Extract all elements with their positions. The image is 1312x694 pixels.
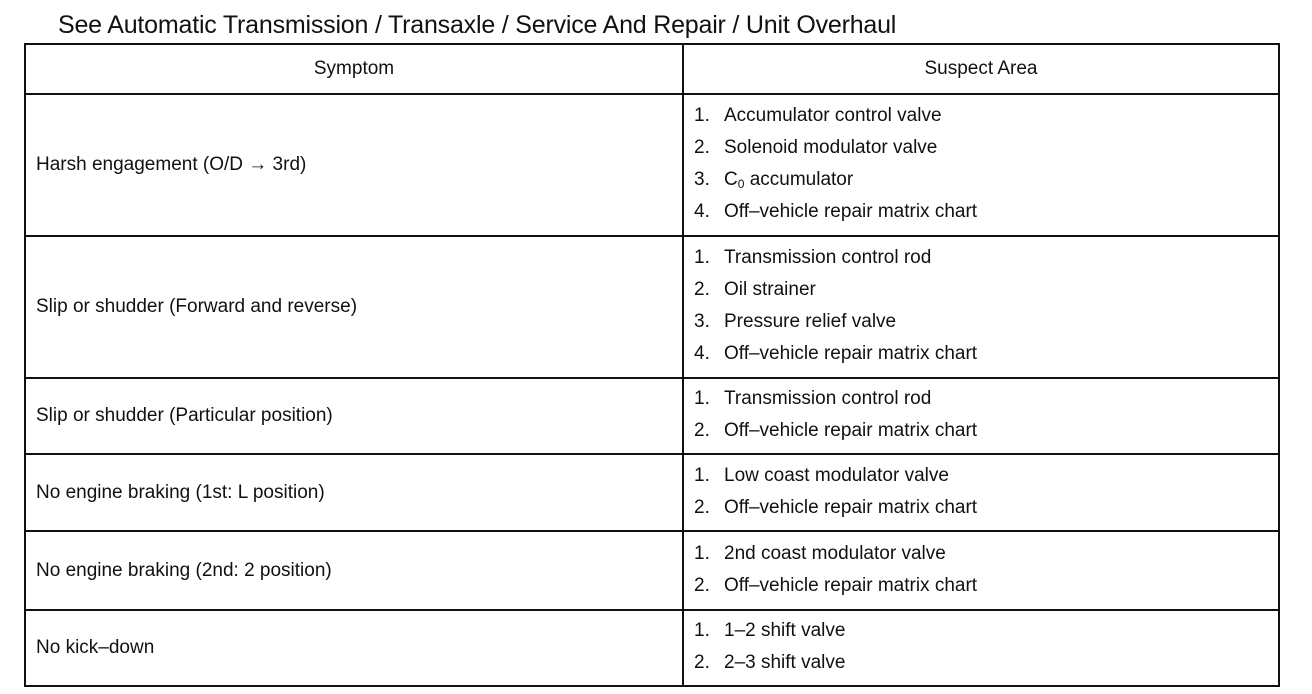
table-row <box>25 236 1279 378</box>
item-text: C <box>724 169 738 190</box>
item-number: 1. <box>694 542 710 564</box>
item-subscript: 0 <box>737 177 745 191</box>
item-text: 2–3 shift valve <box>724 652 846 673</box>
item-number: 1. <box>694 247 710 268</box>
symptom-column-header: Symptom <box>25 44 683 94</box>
table-row <box>25 610 1279 686</box>
list-item <box>694 383 1278 415</box>
suspect-list <box>694 242 1278 370</box>
symptom-cell: No kick–down <box>25 610 683 686</box>
symptom-cell: No engine braking (1st: L position) <box>25 454 683 531</box>
list-item <box>694 132 1278 164</box>
list-item <box>694 242 1278 274</box>
item-text: Pressure relief valve <box>724 311 897 332</box>
page-title: See Automatic Transmission / Transaxle / Service And Repair / Unit Overhaul <box>58 11 897 39</box>
item-text: Transmission control rod <box>724 388 932 409</box>
list-item <box>694 274 1278 306</box>
list-item <box>694 538 1278 570</box>
list-item <box>694 460 1278 492</box>
list-item <box>694 196 1278 228</box>
item-text: Low coast modulator valve <box>724 464 949 486</box>
suspect-area-cell <box>683 610 1279 686</box>
list-item <box>694 415 1278 447</box>
list-item <box>694 164 1278 196</box>
symptom-cell: Slip or shudder (Forward and reverse) <box>25 236 683 378</box>
item-number: 2. <box>694 137 710 158</box>
item-text: Off–vehicle repair matrix chart <box>724 574 978 596</box>
suspect-list <box>694 538 1278 602</box>
item-number: 4. <box>694 201 710 222</box>
symptom-cell: Harsh engagement (O/D → 3rd) <box>25 94 683 236</box>
item-number: 2. <box>694 652 710 673</box>
item-text: Transmission control rod <box>724 247 932 268</box>
list-item <box>694 338 1278 370</box>
suspect-area-cell <box>683 531 1279 610</box>
table-row <box>25 531 1279 610</box>
item-number: 2. <box>694 279 710 300</box>
item-number: 3. <box>694 311 710 332</box>
item-text: Off–vehicle repair matrix chart <box>724 496 978 518</box>
item-text: 2nd coast modulator valve <box>724 542 946 564</box>
item-text: 1–2 shift valve <box>724 620 846 641</box>
item-number: 1. <box>694 620 710 641</box>
list-item <box>694 492 1278 524</box>
symptom-cell: No engine braking (2nd: 2 position) <box>25 531 683 610</box>
suspect-list <box>694 615 1278 679</box>
suspect-list <box>694 100 1278 228</box>
item-text-rest: accumulator <box>744 169 854 190</box>
list-item <box>694 570 1278 602</box>
item-number: 2. <box>694 574 710 596</box>
table-row <box>25 94 1279 236</box>
item-text: Oil strainer <box>724 279 816 300</box>
suspect-area-cell <box>683 94 1279 236</box>
item-number: 4. <box>694 343 710 364</box>
item-number: 1. <box>694 105 710 126</box>
item-text: Off–vehicle repair matrix chart <box>724 201 978 222</box>
symptom-table <box>24 43 1280 687</box>
suspect-area-cell <box>683 236 1279 378</box>
list-item <box>694 647 1278 679</box>
suspect-area-cell <box>683 454 1279 531</box>
table-row <box>25 454 1279 531</box>
item-number: 2. <box>694 420 710 441</box>
item-number: 3. <box>694 169 710 190</box>
suspect-list <box>694 383 1278 447</box>
item-number: 2. <box>694 496 710 518</box>
suspect-list <box>694 460 1278 524</box>
table-header-row <box>25 44 1279 94</box>
symptom-cell: Slip or shudder (Particular position) <box>25 378 683 454</box>
item-number: 1. <box>694 388 710 409</box>
item-text: Accumulator control valve <box>724 105 942 126</box>
list-item <box>694 100 1278 132</box>
suspect-area-cell <box>683 378 1279 454</box>
item-text: Off–vehicle repair matrix chart <box>724 343 978 364</box>
list-item <box>694 615 1278 647</box>
item-text: Solenoid modulator valve <box>724 137 938 158</box>
list-item <box>694 306 1278 338</box>
table-row <box>25 378 1279 454</box>
item-text: Off–vehicle repair matrix chart <box>724 420 978 441</box>
suspect-area-column-header: Suspect Area <box>683 44 1279 94</box>
item-number: 1. <box>694 464 710 486</box>
